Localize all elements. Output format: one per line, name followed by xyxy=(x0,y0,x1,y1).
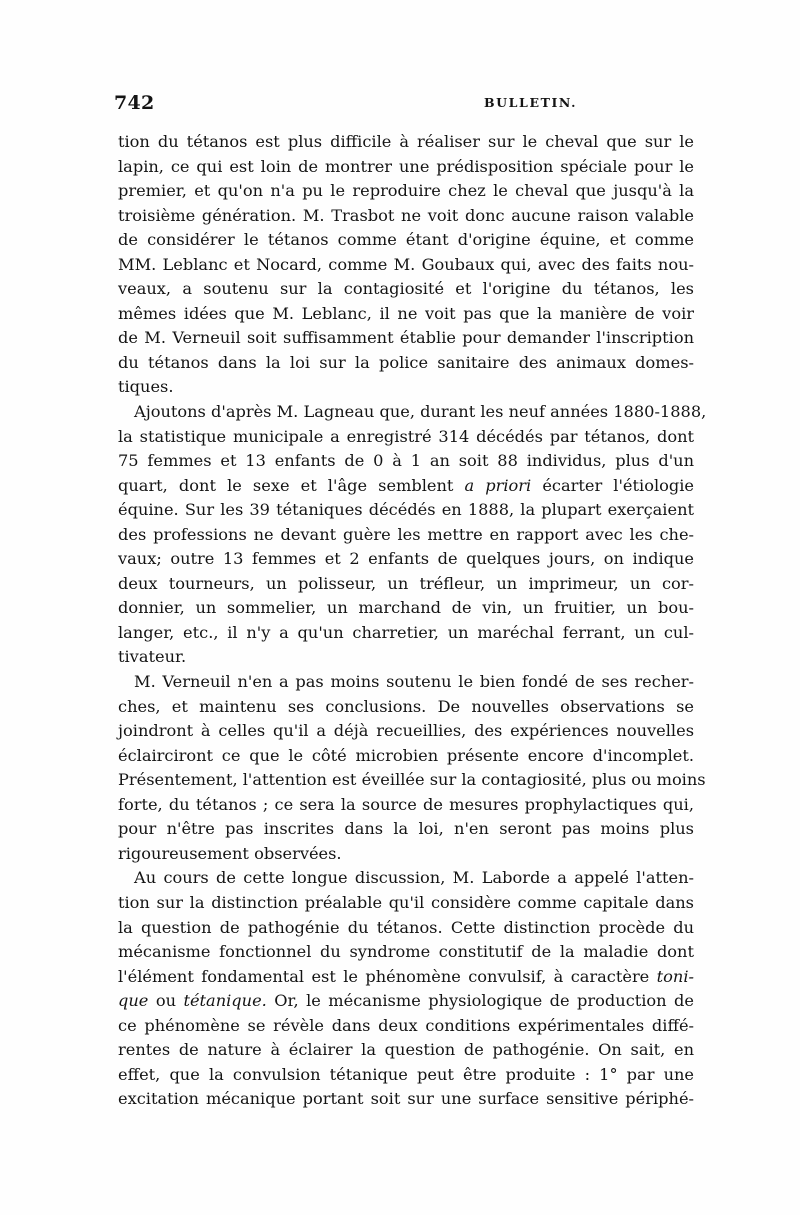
text-line: tivateur. xyxy=(118,647,187,667)
running-title: BULLETIN. xyxy=(484,95,578,110)
text-line: MM. Leblanc et Nocard, comme M. Goubaux qui, avec des faits nou- xyxy=(118,254,694,274)
text-segment: quart, dont le sexe et l'âge semblent xyxy=(118,475,454,495)
text-line: mêmes idées que M. Leblanc, il ne voit pas que la manière de voir xyxy=(118,303,694,323)
italic-term: tétanique. xyxy=(183,991,267,1011)
text-line: des professions ne devant guère les mettre en rapport avec les che- xyxy=(118,524,694,544)
text-line: 75 femmes et 13 enfants de 0 à 1 an soit 88 individus, plus d'un xyxy=(118,451,694,471)
text-line-mixed xyxy=(118,965,694,990)
text-line: de considérer le tétanos comme étant d'origine équine, et comme xyxy=(118,230,694,250)
text-line: veaux, a soutenu sur la contagiosité et l'origine du tétanos, les xyxy=(118,279,694,299)
text-line: langer, etc., il n'y a qu'un charretier, un maréchal ferrant, un cul- xyxy=(118,622,694,642)
text-segment: l'élément fondamental est le phénomène convulsif, à caractère xyxy=(118,966,650,986)
text-line: de M. Verneuil soit suffisamment établie pour demander l'inscription xyxy=(118,328,694,348)
text-line: donnier, un sommelier, un marchand de vin, un fruitier, un bou- xyxy=(118,598,694,618)
text-line: tion du tétanos est plus difficile à réaliser sur le cheval que sur le xyxy=(118,132,694,151)
text-line: premier, et qu'on n'a pu le reproduire chez le cheval que jusqu'à la xyxy=(118,181,694,201)
text-line-mixed xyxy=(118,474,694,499)
body-text xyxy=(118,130,707,1112)
paragraph-start: Au cours de cette longue discussion, M. Laborde a appelé l'atten- xyxy=(134,868,694,888)
text-line: la statistique municipale a enregistré 314 décédés par tétanos, dont xyxy=(118,426,694,446)
text-line: rigoureusement observées. xyxy=(118,843,342,863)
text-line: ches, et maintenu ses conclusions. De nouvelles observations se xyxy=(118,696,694,716)
italic-term: toni- xyxy=(656,966,694,986)
text-line: excitation mécanique portant soit sur une surface sensitive périphé- xyxy=(118,1089,694,1109)
text-line: tion sur la distinction préalable qu'il considère comme capitale dans xyxy=(118,892,694,912)
italic-term: que ou xyxy=(118,991,176,1011)
text-line: effet, que la convulsion tétanique peut être produite : 1° par une xyxy=(118,1064,694,1084)
italic-term: a priori xyxy=(464,475,532,495)
text-line: ce phénomène se révèle dans deux conditions expérimentales diffé- xyxy=(118,1015,694,1035)
text-line: éclairciront ce que le côté microbien présente encore d'incomplet. xyxy=(118,745,694,765)
paragraph-start: M. Verneuil n'en a pas moins soutenu le bien fondé de ses recher- xyxy=(134,672,694,692)
text-line: joindront à celles qu'il a déjà recueillies, des expériences nouvelles xyxy=(118,721,694,741)
text-line: rentes de nature à éclairer la question de pathogénie. On sait, en xyxy=(118,1040,694,1060)
text-line: mécanisme fonctionnel du syndrome constitutif de la maladie dont xyxy=(118,942,694,962)
text-line: pour n'être pas inscrites dans la loi, n'en seront pas moins plus xyxy=(118,819,694,839)
text-segment: écarter l'étiologie xyxy=(542,475,694,495)
page-header xyxy=(114,92,694,120)
text-line: deux tourneurs, un polisseur, un tréfleur, un imprimeur, un cor- xyxy=(118,573,694,593)
text-line: tiques. xyxy=(118,377,174,397)
text-line: forte, du tétanos ; ce sera la source de mesures prophylactiques qui, xyxy=(118,794,694,814)
text-line: lapin, ce qui est loin de montrer une prédisposition spéciale pour le xyxy=(118,156,694,176)
page-number: 742 xyxy=(114,92,155,114)
text-line: la question de pathogénie du tétanos. Cette distinction procède du xyxy=(118,917,694,937)
paragraph-start: Ajoutons d'après M. Lagneau que, durant les neuf années 1880-1888, xyxy=(134,402,707,422)
text-line: vaux; outre 13 femmes et 2 enfants de quelques jours, on indique xyxy=(118,549,694,569)
text-segment: Or, le mécanisme physiologique de production de xyxy=(274,991,694,1011)
text-line: troisième génération. M. Trasbot ne voit donc aucune raison valable xyxy=(118,205,694,225)
text-line: du tétanos dans la loi sur la police sanitaire des animaux domes- xyxy=(118,352,694,372)
text-line: Présentement, l'attention est éveillée sur la contagiosité, plus ou moins xyxy=(118,770,706,790)
text-line: équine. Sur les 39 tétaniques décédés en 1888, la plupart exerçaient xyxy=(118,500,694,520)
text-line-mixed xyxy=(118,989,694,1014)
